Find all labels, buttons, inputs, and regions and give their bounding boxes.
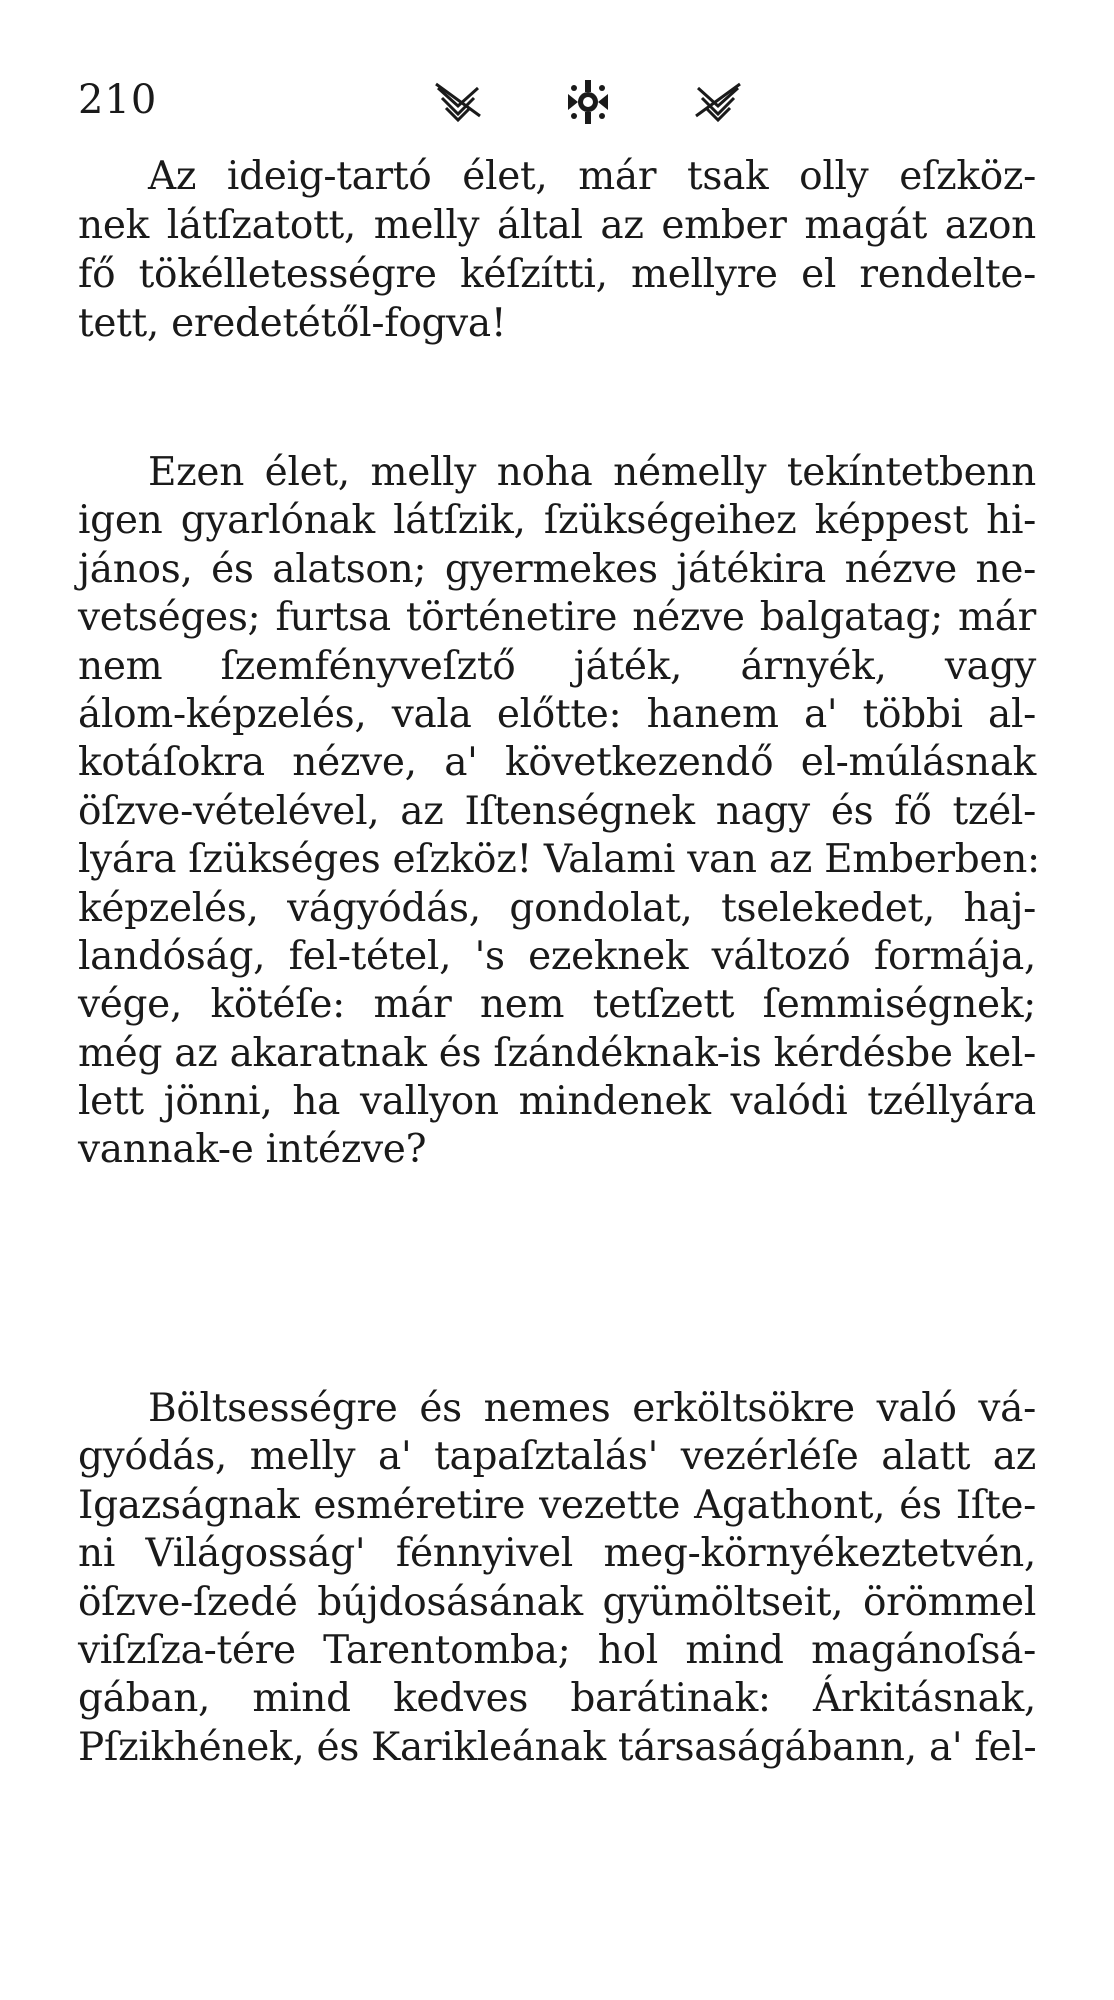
text-line: gyódás, melly a' tapaſztalás' vezérléſe alatt az [78,1434,1036,1480]
text-line: landóság, fel-tétel, 's ezeknek változó formája, [78,933,1036,979]
text-line: Pſzikhének, és Karikleának társaságábann, a' fel- [78,1724,1037,1770]
text-line: lett jönni, ha vallyon mindenek valódi tzéllyára [78,1079,1036,1125]
ornament-right-icon [696,84,740,120]
text-line: képzelés, vágyódás, gondolat, tselekedet, haj- [78,885,1036,931]
text-line: nek látſzatott, melly által az ember magát azon [78,203,1036,248]
text-line: öſzve-vételével, az Iſtenségnek nagy és fő tzél- [78,788,1036,834]
text-line: lyára ſzükséges eſzköz! Valami van az Emberben: [78,837,1040,883]
text-line: Ezen élet, melly noha némelly tekíntetbenn [148,450,1036,495]
paragraph-1 [78,152,1036,348]
paragraph-2 [78,449,1040,1175]
ornament-left-icon [436,84,480,120]
text-line: kotáſokra nézve, a' következendő el-múlásnak [78,740,1036,786]
text-line: Böltsességre és nemes erköltsökre való vá- [148,1386,1036,1431]
paragraph-3 [78,1385,1036,1772]
text-line: nem ſzemfényveſztő játék, árnyék, vagy [78,643,1036,689]
text-line: vannak-e intézve? [78,1127,427,1173]
text-line: vége, kötéſe: már nem tetſzett ſemmiségnek; [78,982,1036,1028]
text-line: jános, és alatson; gyermekes játékira nézve ne- [78,546,1036,592]
text-line: tett, eredetétől-fogva! [78,301,507,346]
text-line: Igazságnak esméretire vezette Agathont, és Iſte- [78,1482,1036,1528]
text-line: még az akaratnak és ſzándéknak-is kérdésbe kel- [78,1030,1036,1076]
ornament-center-icon [568,80,608,124]
text-line: öſzve-ſzedé bújdosásának gyümöltseit, örömmel [78,1579,1036,1625]
page-header [78,70,1038,130]
text-line: fő tökélletességre kéſzítti, mellyre el rendelte- [78,252,1036,297]
text-line: álom-képzelés, vala előtte: hanem a' többi al- [78,691,1036,737]
text-line: ni Világosság' fénnyivel meg-környékeztetvén, [78,1531,1036,1577]
header-ornament [418,76,758,126]
text-line: viſzſza-tére Tarentomba; hol mind magánoſsá- [78,1627,1036,1673]
text-line: gában, mind kedves barátinak: Árkitásnak, [78,1676,1036,1722]
text-line: igen gyarlónak látſzik, ſzükségeihez képpest hi- [78,498,1036,544]
text-line: vetséges; furtsa történetire nézve balgatag; már [78,595,1036,641]
page-number: 210 [78,77,158,123]
text-line: Az ideig-tartó élet, már tsak olly eſzköz- [148,154,1036,199]
